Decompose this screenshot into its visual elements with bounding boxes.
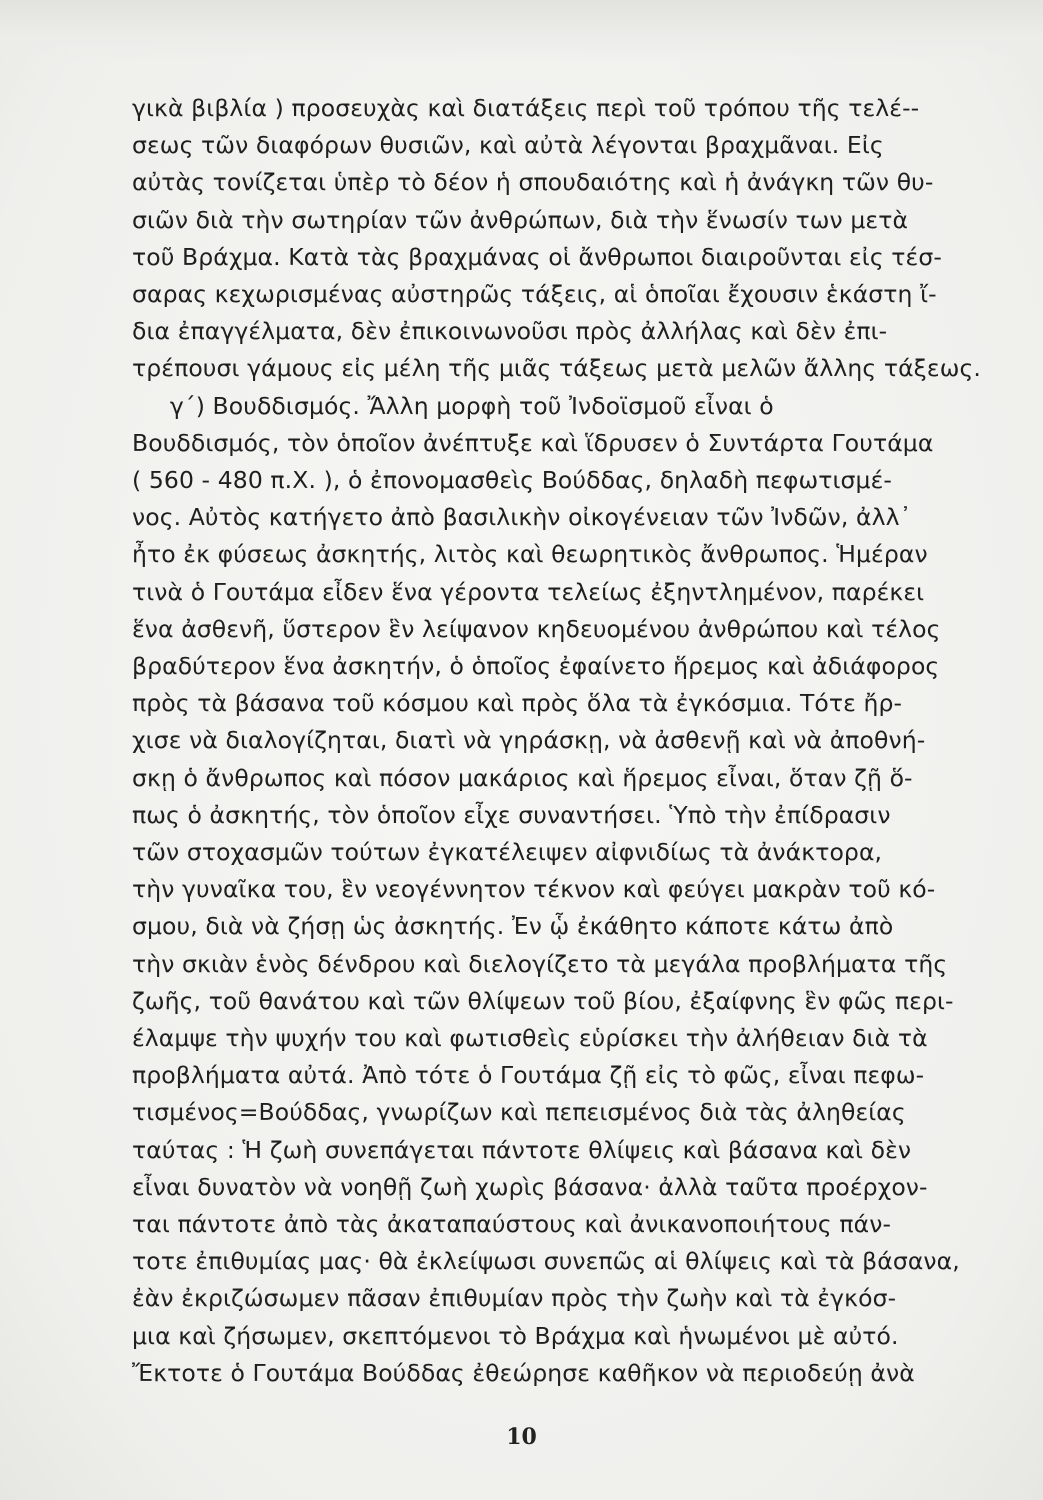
text-line: ζωῆς, τοῦ θανάτου καὶ τῶν θλίψεων τοῦ βίου, ἐξαίφνης ἓν φῶς περι-: [132, 987, 954, 1015]
text-line: νος. Αὐτὸς κατήγετο ἀπὸ βασιλικὴν οἰκογένειαν τῶν Ἰνδῶν, ἀλλ᾽: [132, 503, 912, 531]
text-line: ἐὰν ἐκριζώσωμεν πᾶσαν ἐπιθυμίαν πρὸς τὴν ζωὴν καὶ τὰ ἐγκόσ-: [132, 1284, 897, 1312]
section-heading-line: γ΄) Βουδδισμός. Ἄλλη μορφὴ τοῦ Ἰνδοϊσμοῦ εἶναι ὁ: [132, 392, 774, 420]
text-line: δια ἐπαγγέλματα, δὲν ἐπικοινωνοῦσι πρὸς ἀλλήλας καὶ δὲν ἐπι-: [132, 317, 888, 345]
text-line: μια καὶ ζήσωμεν, σκεπτόμενοι τὸ Βράχμα καὶ ἡνωμένοι μὲ αὐτό.: [132, 1322, 899, 1350]
text-line: τισμένος=Βούδδας, γνωρίζων καὶ πεπεισμένος διὰ τὰς ἀληθείας: [132, 1098, 906, 1126]
text-line: τρέπουσι γάμους εἰς μέλη τῆς μιᾶς τάξεως μετὰ μελῶν ἄλλης τάξεως.: [132, 354, 981, 382]
text-line: σιῶν διὰ τὴν σωτηρίαν τῶν ἀνθρώπων, διὰ τὴν ἕνωσίν των μετὰ: [132, 206, 909, 234]
text-line: πως ὁ ἀσκητής, τὸν ὁποῖον εἶχε συναντήσει. Ὑπὸ τὴν ἐπίδρασιν: [132, 801, 891, 829]
text-line: ( 560 - 480 π.Χ. ), ὁ ἐπονομασθεὶς Βούδδας, δηλαδὴ πεφωτισμέ-: [132, 466, 892, 494]
text-line: γικὰ βιβλία ) προσευχὰς καὶ διατάξεις περὶ τοῦ τρόπου τῆς τελέ--: [132, 94, 920, 122]
text-line: σαρας κεχωρισμένας αὐστηρῶς τάξεις, αἱ ὁποῖαι ἔχουσιν ἑκάστη ἴ-: [132, 280, 937, 308]
text-line: βραδύτερον ἕνα ἀσκητήν, ὁ ὁποῖος ἐφαίνετο ἥρεμος καὶ ἀδιάφορος: [132, 652, 940, 680]
text-line: εἶναι δυνατὸν νὰ νοηθῇ ζωὴ χωρὶς βάσανα· ἀλλὰ ταῦτα προέρχον-: [132, 1173, 928, 1201]
text-line: Βουδδισμός, τὸν ὁποῖον ἀνέπτυξε καὶ ἵδρυσεν ὁ Συντάρτα Γουτάμα: [132, 429, 934, 457]
text-line: ται πάντοτε ἀπὸ τὰς ἀκαταπαύστους καὶ ἀνικανοποιήτους πάν-: [132, 1210, 892, 1238]
text-line: τινὰ ὁ Γουτάμα εἶδεν ἕνα γέροντα τελείως ἐξηντλημένον, παρέκει: [132, 578, 925, 606]
text-line: ἦτο ἐκ φύσεως ἀσκητής, λιτὸς καὶ θεωρητικὸς ἄνθρωπος. Ἡμέραν: [132, 540, 928, 568]
text-line: ταύτας : Ἡ ζωὴ συνεπάγεται πάντοτε θλίψεις καὶ βάσανα καὶ δὲν: [132, 1136, 912, 1164]
page-number: 10: [506, 1424, 537, 1450]
text-line: προβλήματα αὐτά. Ἀπὸ τότε ὁ Γουτάμα ζῇ εἰς τὸ φῶς, εἶναι πεφω-: [132, 1061, 925, 1089]
text-line: πρὸς τὰ βάσανα τοῦ κόσμου καὶ πρὸς ὅλα τὰ ἐγκόσμια. Τότε ἤρ-: [132, 689, 903, 717]
text-line: τὴν σκιὰν ἑνὸς δένδρου καὶ διελογίζετο τὰ μεγάλα προβλήματα τῆς: [132, 950, 948, 978]
text-line: σκῃ ὁ ἄνθρωπος καὶ πόσον μακάριος καὶ ἥρεμος εἶναι, ὅταν ζῇ ὅ-: [132, 764, 913, 792]
text-line: τῶν στοχασμῶν τούτων ἐγκατέλειψεν αἰφνιδίως τὰ ἀνάκτορα,: [132, 838, 883, 866]
text-line: ἕνα ἀσθενῆ, ὕστερον ἓν λείψανον κηδευομένου ἀνθρώπου καὶ τέλος: [132, 615, 941, 643]
text-line: έλαμψε τὴν ψυχήν του καὶ φωτισθεὶς εὑρίσκει τὴν ἀλήθειαν διὰ τὰ: [132, 1024, 928, 1052]
text-line: τὴν γυναῖκα του, ἓν νεογέννητον τέκνον καὶ φεύγει μακρὰν τοῦ κό-: [132, 875, 936, 903]
text-line: χισε νὰ διαλογίζηται, διατὶ νὰ γηράσκῃ, νὰ ἀσθενῇ καὶ νὰ ἀποθνή-: [132, 726, 926, 754]
text-line: σμου, διὰ νὰ ζήσῃ ὡς ἀσκητής. Ἐν ᾧ ἐκάθητο κάποτε κάτω ἀπὸ: [132, 912, 894, 940]
text-line: τοῦ Βράχμα. Κατὰ τὰς βραχμάνας οἱ ἄνθρωποι διαιροῦνται εἰς τέσ-: [132, 243, 942, 271]
text-line: τοτε ἐπιθυμίας μας· θὰ ἐκλείψωσι συνεπῶς αἱ θλίψεις καὶ τὰ βάσανα,: [132, 1247, 960, 1275]
text-line: αὐτὰς τονίζεται ὑπὲρ τὸ δέον ἡ σπουδαιότης καὶ ἡ ἀνάγκη τῶν θυ-: [132, 168, 934, 196]
text-line: σεως τῶν διαφόρων θυσιῶν, καὶ αὐτὰ λέγονται βραχμᾶναι. Εἰς: [132, 131, 884, 159]
text-line: Ἔκτοτε ὁ Γουτάμα Βούδδας ἐθεώρησε καθῆκον νὰ περιοδεύῃ ἀνὰ: [132, 1359, 915, 1387]
